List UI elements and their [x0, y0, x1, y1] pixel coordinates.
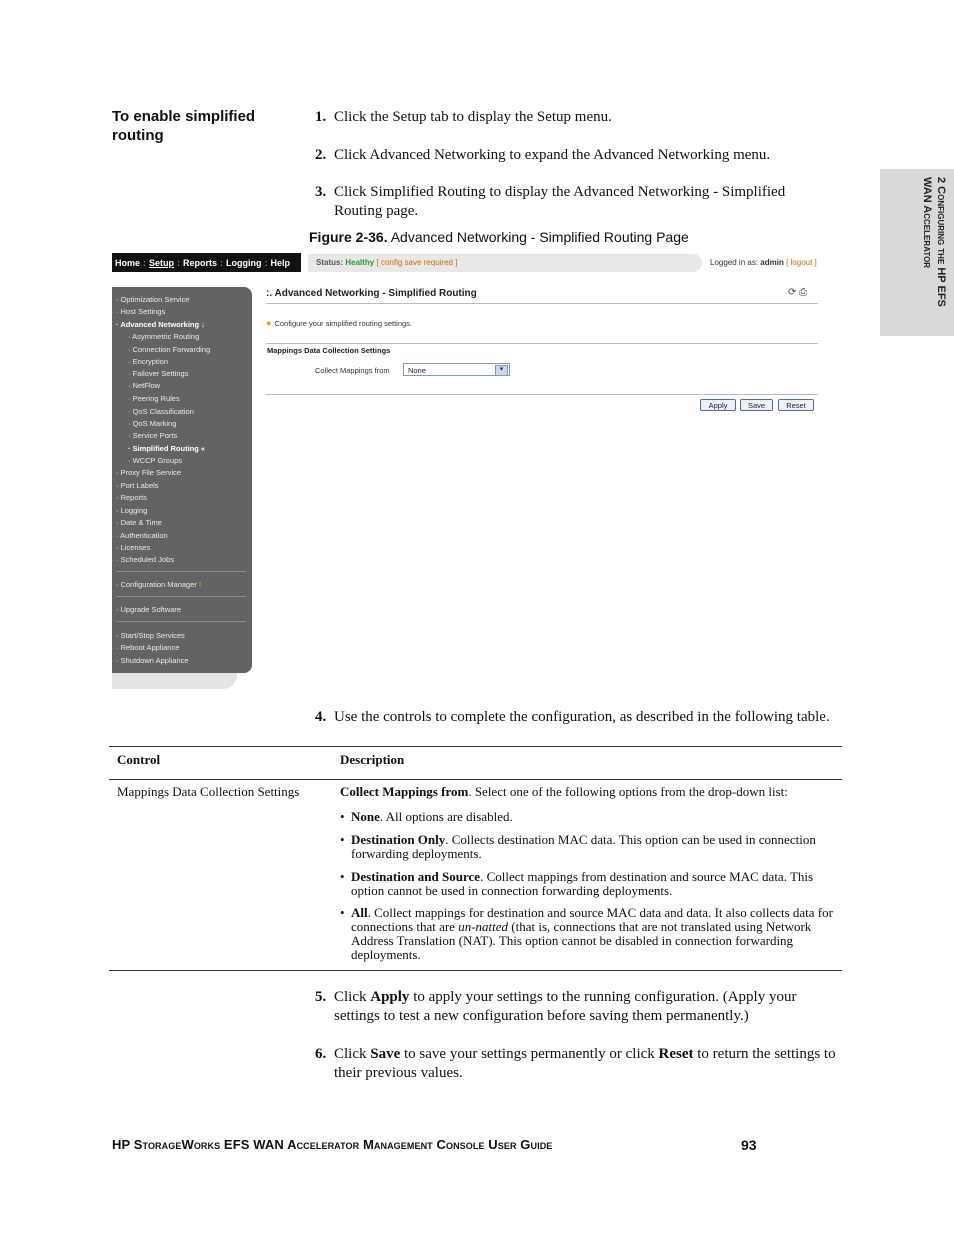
sidebar-subitem[interactable]: · QoS Marking — [128, 419, 177, 428]
sidebar-subitem[interactable]: · Failover Settings — [128, 369, 189, 378]
option-destination-and-source: • Destination and Source. Collect mappings from destination and source MAC data. This option cannot be used in connection forwarding deployments. — [340, 869, 814, 898]
top-nav: Home : Setup : Reports : Logging : Help — [112, 253, 301, 272]
sidebar-item[interactable]: · Authentication — [116, 531, 168, 540]
sidebar-item[interactable]: · Host Settings — [116, 307, 166, 316]
sidebar-item[interactable]: · Logging — [116, 506, 148, 515]
table-cell-control: Mappings Data Collection Settings — [117, 784, 300, 799]
side-tab-line-1: 2 Configuring the HP EFS — [935, 177, 947, 307]
sidebar-item[interactable]: · Reboot Appliance — [116, 643, 180, 652]
footer-title: HP StorageWorks EFS WAN Accelerator Management Console User Guide — [112, 1137, 553, 1152]
page-title: :. Advanced Networking - Simplified Routing — [266, 288, 477, 299]
table-header-control: Control — [117, 752, 161, 767]
console-screenshot — [112, 253, 824, 690]
tab-help[interactable]: Help — [270, 257, 291, 268]
apply-button[interactable]: Apply — [700, 399, 736, 411]
sidebar-item-config-manager[interactable]: · Configuration Manager ! — [116, 580, 202, 589]
sidebar-subitem[interactable]: · WCCP Groups — [128, 456, 183, 465]
status-bar — [308, 254, 702, 272]
table-header-description: Description — [340, 752, 405, 767]
figure-title: Advanced Networking - Simplified Routing Page — [390, 229, 689, 245]
tab-logging[interactable]: Logging — [226, 257, 262, 268]
sidebar-subitem[interactable]: · Asymmetric Routing — [128, 332, 200, 341]
sidebar-subitem[interactable]: · Encryption — [128, 357, 169, 366]
logged-in-label: Logged in as: — [710, 258, 759, 267]
sidebar-item[interactable]: · Port Labels — [116, 481, 159, 490]
sidebar-item[interactable]: · Upgrade Software — [116, 605, 182, 614]
setup-sidebar — [112, 287, 252, 673]
option-all: • All. Collect mappings for destination and source MAC data and data. It also collects data for connections that are un-natted (that is, connections that are not translated using Network Address Translation (NAT). This option cannot be disabled in connection forwarding deployments. — [340, 905, 833, 962]
margin-heading: To enable simplified routing — [112, 108, 256, 144]
sidebar-item[interactable]: · Shutdown Appliance — [116, 656, 189, 665]
sidebar-subitem-simplified-routing[interactable]: · Simplified Routing « — [128, 444, 206, 453]
step-6: 6. Click Save to save your settings permanently or click Reset to return the settings to their previous values. — [315, 1046, 836, 1081]
sidebar-footer — [112, 673, 237, 689]
sidebar-subitem[interactable]: · NetFlow — [128, 381, 161, 390]
logout-link[interactable]: [ logout ] — [786, 258, 817, 267]
sidebar-item[interactable]: · Licenses — [116, 543, 151, 552]
status-note[interactable]: [ config save required ] — [376, 258, 458, 267]
sidebar-item-advanced-networking[interactable]: · Advanced Networking ↓ — [116, 320, 205, 329]
collect-mappings-select[interactable]: None ▾ — [403, 363, 510, 376]
sidebar-item[interactable]: · Reports — [116, 493, 147, 502]
status-label: Status: — [316, 258, 344, 267]
tab-home[interactable]: Home — [115, 257, 141, 268]
figure-label: Figure 2-36. — [309, 229, 388, 245]
figure-caption — [309, 229, 689, 245]
table-cell-intro: Collect Mappings from. Select one of the following options from the drop-down list: — [340, 784, 788, 799]
hint-text: ● Configure your simplified routing settings. — [266, 318, 413, 328]
save-button[interactable]: Save — [740, 399, 773, 411]
section-heading: Mappings Data Collection Settings — [267, 346, 391, 355]
sidebar-item[interactable]: · Start/Stop Services — [116, 631, 185, 640]
refresh-icon[interactable]: ⟳ — [788, 287, 797, 298]
warning-icon: ! — [198, 580, 202, 589]
reset-button[interactable]: Reset — [778, 399, 814, 411]
page-number: 93 — [741, 1137, 757, 1153]
sidebar-subitem[interactable]: · Service Ports — [128, 431, 178, 440]
sidebar-subitem[interactable]: · QoS Classification — [128, 407, 194, 416]
login-info — [710, 254, 817, 272]
chapter-side-tab — [880, 169, 954, 336]
sidebar-item[interactable]: · Date & Time — [116, 518, 162, 527]
chevron-down-icon: ▾ — [495, 365, 508, 376]
sidebar-item[interactable]: · Proxy File Service — [116, 468, 182, 477]
option-none: • None. All options are disabled. — [340, 809, 513, 824]
sidebar-subitem[interactable]: · Peering Rules — [128, 394, 180, 403]
lightbulb-icon: ● — [266, 318, 272, 328]
step-4: 4. Use the controls to complete the configuration, as described in the following table. — [315, 709, 830, 725]
collect-mappings-label: Collect Mappings from — [315, 366, 390, 375]
step-3: 3. Click Simplified Routing to display the Advanced Networking - Simplified Routing page. — [315, 184, 786, 219]
print-icon[interactable]: ⎙ — [799, 287, 808, 298]
sidebar-item[interactable]: · Optimization Service — [116, 295, 190, 304]
tab-setup[interactable]: Setup — [149, 257, 175, 268]
page-tool-icons — [788, 287, 807, 298]
sidebar-item[interactable]: · Scheduled Jobs — [116, 555, 174, 564]
step-2: 2. Click Advanced Networking to expand the Advanced Networking menu. — [315, 147, 771, 163]
option-destination-only: • Destination Only. Collects destination MAC data. This option can be used in connection forwarding deployments. — [340, 832, 816, 861]
step-1: 1. Click the Setup tab to display the Setup menu. — [315, 109, 612, 125]
sidebar-subitem[interactable]: · Connection Forwarding — [128, 345, 211, 354]
side-tab-line-2: WAN Accelerator — [921, 177, 933, 269]
tab-reports[interactable]: Reports — [183, 257, 218, 268]
step-5: 5. Click Apply to apply your settings to the running configuration. (Apply your settings to test a new configuration before saving them permanently.) — [315, 989, 797, 1024]
status-value: Healthy — [345, 258, 375, 267]
logged-in-user: admin — [760, 258, 784, 267]
